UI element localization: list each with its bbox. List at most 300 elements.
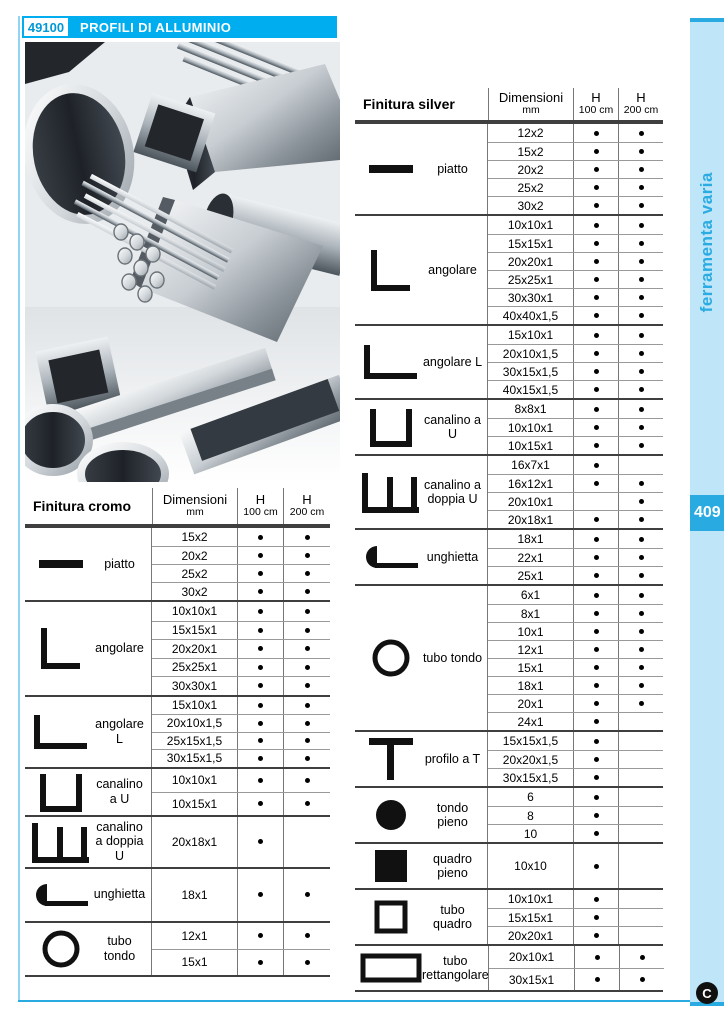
availability-dot (594, 719, 599, 724)
availability-dot (640, 977, 645, 982)
availability-dot (639, 499, 644, 504)
h100-cell (237, 547, 283, 564)
dimension-cell: 16x7x1 (511, 458, 550, 472)
availability-dot (594, 573, 599, 578)
h100-cell (237, 769, 283, 792)
h200-cell (618, 235, 663, 252)
availability-dot (258, 933, 263, 938)
dimension-cell: 18x1 (517, 532, 544, 546)
table-row (488, 216, 663, 234)
availability-dot (594, 259, 599, 264)
h100-cell (237, 528, 283, 546)
table-row (152, 582, 330, 600)
h200-cell (618, 623, 663, 640)
h100-cell (573, 326, 618, 344)
h200-cell (618, 493, 663, 510)
dimension-cell: 16x12x1 (507, 476, 554, 491)
group-rows (151, 769, 330, 815)
table-row (488, 142, 663, 160)
dimension-cell: 15x2 (181, 530, 208, 544)
h100-cell (573, 419, 618, 436)
h200-cell (619, 969, 664, 990)
profile-group-label (355, 326, 487, 398)
group-rows (487, 732, 663, 786)
table-row (488, 234, 663, 252)
availability-dot (594, 387, 599, 392)
angolare-l-icon (360, 343, 422, 381)
group-rows (487, 530, 663, 584)
availability-dot (594, 629, 599, 634)
h200-cell (618, 909, 663, 926)
group-rows (487, 788, 663, 842)
table-row (488, 326, 663, 344)
table-row (488, 530, 663, 548)
availability-dot (305, 721, 310, 726)
h200-cell (283, 769, 330, 792)
group-rows (487, 216, 663, 324)
availability-dot (258, 960, 263, 965)
table-title: Finitura cromo (33, 498, 132, 514)
table-row (488, 586, 663, 604)
availability-dot (305, 628, 310, 633)
h200-cell (283, 677, 330, 695)
h100-cell (573, 143, 618, 160)
group-rows (151, 817, 330, 867)
dimension-cell: 10x10x1 (507, 218, 554, 232)
availability-dot (639, 537, 644, 542)
profile-group-label (355, 844, 487, 888)
availability-dot (305, 646, 310, 651)
dimension-cell: 10x10x1 (507, 420, 554, 435)
h100-cell (237, 677, 283, 695)
dimension-cell: 25x25x1 (507, 272, 554, 287)
h100-cell (237, 622, 283, 640)
profile-group-label (25, 869, 151, 921)
h200-cell (283, 640, 330, 658)
h200-cell (283, 622, 330, 640)
table-row (488, 306, 663, 324)
table-row (488, 124, 663, 142)
tubo-tondo-icon (360, 638, 422, 678)
profile-group-label (355, 400, 487, 454)
piatto-icon (30, 559, 92, 569)
h100-cell (237, 793, 283, 815)
profile-name: unghietta (93, 887, 146, 902)
table-header-row (355, 88, 663, 122)
table-row (152, 749, 330, 767)
availability-dot (305, 738, 310, 743)
profile-name: angolare (428, 262, 477, 277)
h100-cell (573, 825, 618, 842)
dimension-cell: 20x10x1 (507, 494, 554, 509)
profile-group-label (25, 528, 151, 600)
dimension-cell: 40x15x1,5 (502, 382, 559, 397)
profile-group-label (25, 923, 151, 975)
h200-cell (283, 528, 330, 546)
h200-cell (618, 437, 663, 454)
dimension-cell: 12x2 (517, 126, 544, 140)
canalino-u-icon (360, 407, 422, 447)
table-row (488, 694, 663, 712)
profile-name: tubo rettangolare (422, 953, 489, 982)
table-row (488, 658, 663, 676)
availability-dot (594, 407, 599, 412)
table-row (488, 400, 663, 418)
col-header-h100: H 100 cm (573, 88, 618, 120)
h200-cell (283, 659, 330, 677)
h200-cell (283, 565, 330, 582)
table-row (152, 658, 330, 677)
bottom-border-rule (18, 1000, 690, 1002)
availability-dot (594, 425, 599, 430)
canalino-doppia-u-icon (360, 471, 422, 513)
profile-group-label (25, 697, 151, 767)
profile-group-label (355, 788, 487, 842)
dimension-cell: 10x15x1 (171, 796, 218, 811)
availability-dot (639, 665, 644, 670)
dimension-cell: 15x1 (517, 660, 544, 675)
page-title: PROFILI DI ALLUMINIO (70, 16, 337, 38)
table-row (489, 968, 664, 990)
h100-cell (573, 659, 618, 676)
profile-name: canalino a doppia U (95, 819, 144, 863)
dimension-cell: 20x10x1,5 (166, 716, 223, 731)
table-row (152, 714, 330, 732)
availability-dot (639, 203, 644, 208)
h100-cell (237, 869, 283, 921)
availability-dot (305, 589, 310, 594)
h200-cell (283, 950, 330, 975)
availability-dot (639, 481, 644, 486)
availability-dot (258, 778, 263, 783)
availability-dot (639, 185, 644, 190)
profile-name: angolare L (422, 354, 483, 369)
profile-group-label (355, 216, 487, 324)
dimension-cell: 15x15x1 (171, 623, 218, 638)
profile-group (355, 786, 663, 842)
h200-cell (283, 547, 330, 564)
availability-dot (639, 629, 644, 634)
table-row (488, 788, 663, 806)
h200-cell (618, 143, 663, 160)
h200-cell (618, 807, 663, 824)
dimension-cell: 20x20x1 (507, 254, 554, 269)
dimension-cell: 30x2 (517, 198, 544, 213)
h100-cell (237, 602, 283, 621)
dimension-cell: 10x10 (514, 859, 547, 873)
profile-group (355, 528, 663, 584)
profile-name: canalino a U (96, 777, 143, 806)
availability-dot (305, 801, 310, 806)
dimension-cell: 20x18x1 (507, 512, 554, 527)
h100-cell (573, 567, 618, 584)
h200-cell (618, 179, 663, 196)
availability-dot (594, 463, 599, 468)
h200-cell (618, 605, 663, 622)
availability-dot (594, 167, 599, 172)
table-row (488, 178, 663, 196)
h100-cell (573, 549, 618, 566)
profile-group (25, 921, 330, 975)
availability-dot (639, 149, 644, 154)
availability-dot (305, 703, 310, 708)
h100-cell (573, 197, 618, 214)
h100-cell (573, 511, 618, 528)
availability-dot (258, 589, 263, 594)
availability-dot (594, 593, 599, 598)
availability-dot (640, 955, 645, 960)
dimension-cell: 20x18x1 (171, 834, 218, 849)
dimension-cell: 20x20x1 (507, 928, 554, 943)
dimension-cell: 30x30x1 (507, 290, 554, 305)
h200-cell (618, 456, 663, 474)
tubo-quadro-icon (360, 899, 422, 935)
availability-dot (639, 223, 644, 228)
profile-group (25, 767, 330, 815)
h200-cell (618, 530, 663, 548)
h200-cell (618, 197, 663, 214)
h200-cell (618, 659, 663, 676)
availability-dot (639, 683, 644, 688)
h100-cell (573, 363, 618, 380)
availability-dot (639, 131, 644, 136)
quadro-pieno-icon (360, 848, 422, 884)
table-row (488, 548, 663, 566)
dimension-cell: 8x8x1 (514, 402, 547, 416)
dimension-cell: 15x15x1 (507, 236, 554, 251)
table-row (152, 769, 330, 792)
table-row (488, 510, 663, 528)
table-row (488, 622, 663, 640)
profile-group-label (25, 769, 151, 815)
h200-cell (618, 549, 663, 566)
availability-dot (639, 277, 644, 282)
availability-dot (594, 897, 599, 902)
finitura-silver-table (355, 88, 663, 992)
profile-name: quadro pieno (433, 851, 472, 880)
h200-cell (618, 289, 663, 306)
availability-dot (594, 795, 599, 800)
dimension-cell: 10x10x1 (171, 604, 218, 619)
h200-cell (618, 732, 663, 750)
availability-dot (594, 915, 599, 920)
table-row (488, 908, 663, 926)
group-rows (488, 946, 664, 990)
availability-dot (258, 721, 263, 726)
group-rows (151, 528, 330, 600)
h200-cell (283, 869, 330, 921)
availability-dot (594, 369, 599, 374)
profile-group (25, 695, 330, 767)
table-row (488, 160, 663, 178)
table-row (488, 926, 663, 944)
table-title: Finitura silver (363, 96, 455, 112)
availability-dot (258, 535, 263, 540)
profile-group-label (25, 602, 151, 695)
availability-dot (594, 203, 599, 208)
h100-cell (573, 179, 618, 196)
angolare-icon (30, 626, 92, 670)
profile-group-label (355, 946, 488, 990)
dimension-cell: 20x1 (517, 696, 544, 711)
profile-group (355, 454, 663, 528)
h100-cell (237, 817, 283, 867)
h100-cell (573, 161, 618, 178)
dimension-cell: 18x1 (517, 678, 544, 693)
h100-cell (573, 927, 618, 944)
dimension-cell: 10x10x1 (171, 773, 218, 787)
dimension-cell: 20x10x1,5 (502, 346, 559, 361)
h100-cell (574, 946, 619, 968)
availability-dot (639, 443, 644, 448)
availability-dot (639, 425, 644, 430)
h100-cell (573, 769, 618, 786)
availability-dot (594, 351, 599, 356)
h200-cell (619, 946, 664, 968)
availability-dot (594, 313, 599, 318)
profile-group-label (355, 732, 487, 786)
table-row (152, 949, 330, 975)
h100-cell (573, 586, 618, 604)
aluminium-profiles-illustration (25, 42, 340, 482)
profile-name: tubo tondo (422, 650, 483, 665)
dimension-cell: 15x10x1 (171, 698, 218, 713)
h200-cell (618, 769, 663, 786)
table-row (152, 817, 330, 867)
availability-dot (594, 223, 599, 228)
availability-dot (639, 387, 644, 392)
unghietta-icon (360, 542, 422, 572)
tubo-tondo-icon (30, 929, 92, 969)
availability-dot (595, 977, 600, 982)
table-row (488, 640, 663, 658)
h100-cell (573, 713, 618, 730)
h200-cell (618, 124, 663, 142)
availability-dot (258, 892, 263, 897)
dimension-cell: 40x40x1,5 (502, 308, 559, 323)
dimension-cell: 30x2 (181, 584, 208, 599)
availability-dot (594, 683, 599, 688)
profile-group-label (355, 456, 487, 528)
table-row (488, 418, 663, 436)
profile-name: piatto (437, 161, 468, 176)
h200-cell (618, 677, 663, 694)
table-row (488, 824, 663, 842)
availability-dot (639, 593, 644, 598)
table-row (488, 380, 663, 398)
dimension-cell: 25x2 (517, 180, 544, 195)
table-row (488, 474, 663, 492)
h100-cell (573, 641, 618, 658)
profile-group-label (355, 124, 487, 214)
profile-group (25, 867, 330, 921)
availability-dot (594, 647, 599, 652)
left-border-rule (18, 16, 20, 1002)
h100-cell (237, 565, 283, 582)
profile-name: angolare L (95, 717, 144, 746)
h200-cell (618, 825, 663, 842)
article-code: 49100 (22, 16, 70, 38)
product-photo (25, 42, 340, 482)
h100-cell (573, 788, 618, 806)
dimension-cell: 20x10x1 (508, 950, 555, 964)
profile-group (355, 888, 663, 944)
h200-cell (618, 381, 663, 398)
table-row (152, 732, 330, 750)
dimension-cell: 15x10x1 (507, 328, 554, 342)
availability-dot (594, 295, 599, 300)
h100-cell (573, 456, 618, 474)
h100-cell (573, 909, 618, 926)
h200-cell (618, 419, 663, 436)
availability-dot (639, 259, 644, 264)
profile-name: profilo a T (424, 751, 481, 766)
profile-group (355, 324, 663, 398)
angolare-icon (360, 248, 422, 292)
profile-group (355, 842, 663, 888)
availability-dot (305, 571, 310, 576)
availability-dot (305, 609, 310, 614)
table-row (489, 946, 664, 968)
page-number-badge: 409 (690, 495, 724, 531)
dimension-cell: 30x15x1 (508, 972, 555, 987)
availability-dot (639, 407, 644, 412)
dimension-cell: 20x2 (181, 548, 208, 563)
col-header-h100: H 100 cm (237, 488, 283, 524)
table-row (488, 604, 663, 622)
availability-dot (639, 369, 644, 374)
availability-dot (305, 665, 310, 670)
availability-dot (594, 149, 599, 154)
tondo-pieno-icon (360, 798, 422, 832)
tubo-rettangolare-icon (360, 953, 422, 983)
availability-dot (639, 573, 644, 578)
h100-cell (573, 400, 618, 418)
h200-cell (618, 695, 663, 712)
group-rows (487, 890, 663, 944)
h200-cell (618, 641, 663, 658)
profile-group (25, 526, 330, 600)
availability-dot (305, 756, 310, 761)
dimension-cell: 18x1 (181, 887, 208, 902)
availability-dot (258, 609, 263, 614)
angolare-l-icon (30, 713, 92, 751)
profile-group-label (25, 817, 151, 867)
profile-group (25, 815, 330, 867)
table-header-row (25, 488, 330, 526)
availability-dot (594, 517, 599, 522)
availability-dot (305, 778, 310, 783)
dimension-cell: 30x30x1 (171, 678, 218, 693)
table-row (152, 528, 330, 546)
table-row (488, 288, 663, 306)
availability-dot (594, 665, 599, 670)
group-rows (151, 923, 330, 975)
h100-cell (573, 844, 618, 888)
table-row (152, 639, 330, 658)
h200-cell (618, 788, 663, 806)
availability-dot (594, 611, 599, 616)
availability-dot (258, 571, 263, 576)
group-rows (487, 844, 663, 888)
dimension-cell: 22x1 (517, 550, 544, 565)
h200-cell (618, 253, 663, 270)
h100-cell (237, 923, 283, 949)
dimension-cell: 10x1 (517, 624, 544, 639)
h200-cell (283, 817, 330, 867)
h100-cell (237, 640, 283, 658)
availability-dot (594, 933, 599, 938)
